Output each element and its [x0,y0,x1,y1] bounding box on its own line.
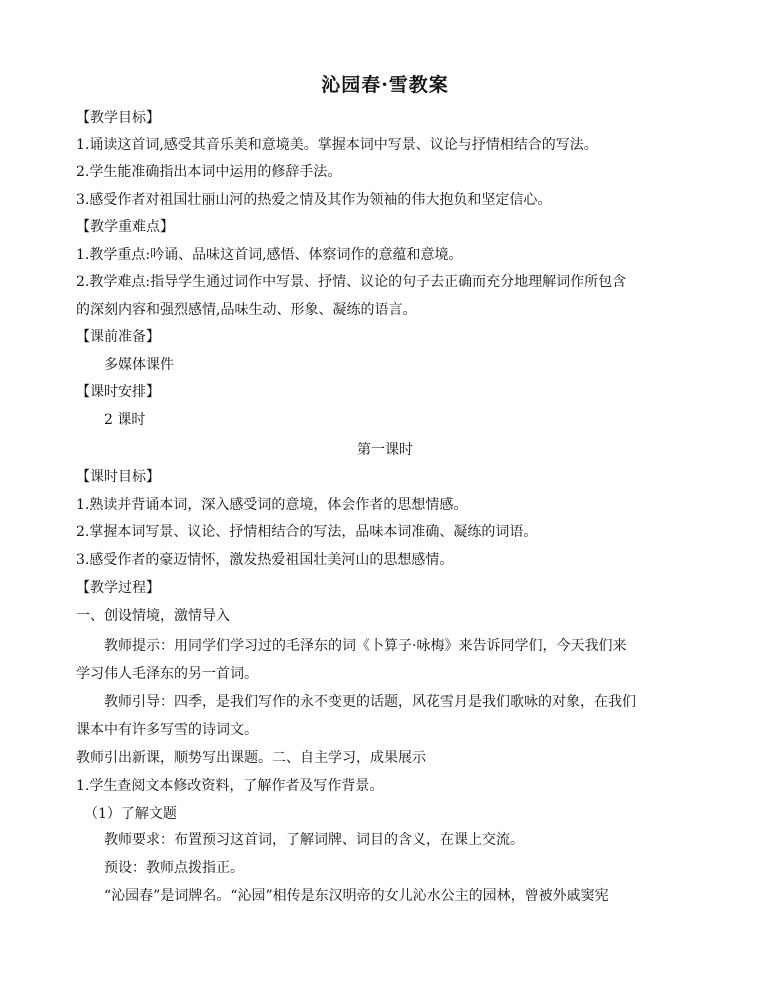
paragraph-line: 3.感受作者的豪迈情怀，激发热爱祖国壮美河山的思想感情。 [76,552,454,568]
paragraph-line: 一、创设情境，激情导入 [76,608,230,624]
lesson-subtitle: 第一课时 [357,442,413,458]
paragraph-line: 1.熟读并背诵本词，深入感受词的意境，体会作者的思想情感。 [76,497,468,513]
paragraph-line: 的深刻内容和强烈感情,品味生动、形象、凝练的语言。 [76,302,417,318]
paragraph-line: 教师引导：四季，是我们写作的永不变更的话题，风花雪月是我们歌咏的对象，在我们 [104,694,636,710]
paragraph-line: 2 课时 [104,412,146,428]
section-heading-process: 【教学过程】 [76,580,160,596]
paragraph-line: 教师提示：用同学们学习过的毛泽东的词《卜算子·咏梅》来告诉同学们，今天我们来 [104,638,627,654]
paragraph-line: 教师要求：布置预习这首词，了解词牌、词目的含义，在课上交流。 [104,832,524,848]
section-heading-preparation: 【课前准备】 [76,329,160,345]
paragraph-line: 1.学生查阅文本修改资料，了解作者及写作背景。 [76,778,384,794]
paragraph-line: 2.掌握本词写景、议论、抒情相结合的写法，品味本词准确、凝练的词语。 [76,524,538,540]
paragraph-line: “沁园春”是词牌名。“沁园”相传是东汉明帝的女儿沁水公主的园林，曾被外戚窦宪 [104,888,609,904]
paragraph-line: 1.教学重点:吟诵、品味这首词,感悟、体察词作的意蕴和意境。 [76,247,463,263]
paragraph-line: 课本中有许多写雪的诗词文。 [76,722,258,738]
paragraph-line: 3.感受作者对祖国壮丽山河的热爱之情及其作为领袖的伟大抱负和坚定信心。 [76,192,552,208]
paragraph-line: 2.教学难点:指导学生通过词作中写景、抒情、议论的句子去正确而充分地理解词作所包含 [76,274,627,290]
paragraph-line: 1.诵读这首词,感受其音乐美和意境美。掌握本词中写景、议论与抒情相结合的写法。 [76,137,598,153]
document-title: 沁园春·雪教案 [321,74,449,96]
paragraph-line: 多媒体课件 [104,357,174,373]
paragraph-line: 预设：教师点拨指正。 [104,860,244,876]
section-heading-teaching-goals: 【教学目标】 [76,110,160,126]
section-heading-schedule: 【课时安排】 [76,384,160,400]
section-heading-lesson-goals: 【课时目标】 [76,469,160,485]
section-heading-key-points: 【教学重难点】 [76,219,174,235]
paragraph-line: （1）了解文题 [84,806,177,822]
paragraph-line: 学习伟人毛泽东的另一首词。 [76,666,258,682]
paragraph-line: 2.学生能准确指出本词中运用的修辞手法。 [76,164,342,180]
paragraph-line: 教师引出新课，顺势写出课题。二、自主学习，成果展示 [76,750,426,766]
